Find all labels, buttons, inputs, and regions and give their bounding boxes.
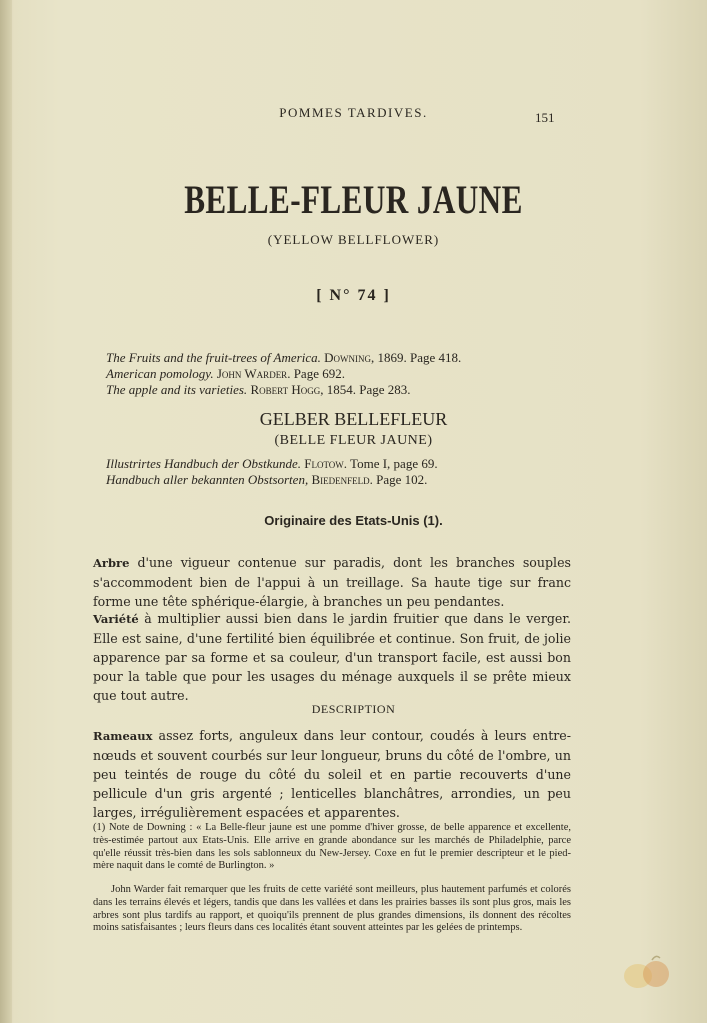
variety-number: [ N° 74 ]: [316, 287, 391, 304]
reference-author: John Warder: [216, 366, 288, 381]
reference-work: Handbuch aller bekannten Obstsorten,: [106, 472, 309, 487]
reference-line: [106, 456, 438, 472]
running-head: POMMES TARDIVES.: [279, 105, 428, 120]
reference-author: Robert Hogg: [250, 382, 321, 397]
reference-author: Downing: [324, 350, 371, 365]
reference-work: Illustrirtes Handbuch der Obstkunde.: [106, 456, 301, 471]
reference-detail: , 1854. Page 283.: [320, 382, 411, 397]
paragraph-text: assez forts, anguleux dans leur contour, coudés à leurs entre-nœuds et souvent courbés sur leur longueur, bruns du côté de l'ombre, un peu teintés de rouge du côté du soleil et en partie recouverts d'une pellicule d'un gris argenté ; lenticelles blanchâtres, arrondies, un peu larges, irrégulièrement espacées et apparentes.: [93, 728, 571, 820]
fruit-watermark-icon: [612, 952, 682, 992]
origin-heading: Originaire des Etats-Unis (1).: [264, 513, 443, 528]
page-binding-edge: [0, 0, 12, 1023]
reference-line: [106, 350, 461, 366]
reference-detail: . Tome I, page 69.: [343, 456, 438, 471]
reference-detail: . Page 102.: [369, 472, 428, 487]
paragraph-rameaux: [93, 726, 571, 822]
reference-author: Biedenfeld: [311, 472, 370, 487]
paragraph-text: à multiplier aussi bien dans le jardin fruitier que dans le verger. Elle est saine, d'une fertilité bien équilibrée et continue. Son fruit, de jolie apparence par sa forme et sa couleur, d'un transport facile, est aussi bon pour la table que pour les usages du ménage auxquels il se prête mieux que tout autre.: [93, 611, 571, 703]
paragraph-variete: [93, 609, 571, 705]
reference-detail: . Page 692.: [287, 366, 345, 381]
reference-line: [106, 366, 345, 382]
german-name: GELBER BELLEFLEUR: [259, 409, 448, 429]
paragraph-lead: Arbre: [93, 556, 130, 570]
paragraph-text: d'une vigueur contenue sur paradis, dont les branches souples s'accommodent bien de l'appui à un treillage. Sa haute tige sur franc forme une tête sphérique-élargie, à branches un peu pendantes.: [93, 555, 571, 609]
german-name-sub: (BELLE FLEUR JAUNE): [274, 433, 433, 448]
reference-work: American pomology.: [106, 366, 214, 381]
footnote-downing: (1) Note de Downing : « La Belle-fleur jaune est une pomme d'hiver grosse, de belle apparence et excellente, très-estimée partout aux Etats-Unis. Elle arrive en grande abondance sur les marchés de Philadelphie, parce qu'elle réussit très-bien dans les sols sablonneux du New-Jersey. Coxe en fut le premier descripteur et le pied-mère naquit dans le comté de Burlington. »: [93, 822, 571, 872]
reference-detail: , 1869. Page 418.: [370, 350, 462, 365]
reference-line: [106, 382, 411, 398]
reference-work: The apple and its varieties.: [106, 382, 248, 397]
paragraph-lead: Rameaux: [93, 729, 153, 743]
reference-line: [106, 472, 427, 488]
page-title: BELLE-FLEUR JAUNE: [184, 177, 523, 222]
reference-work: The Fruits and the fruit-trees of America.: [106, 350, 321, 365]
paragraph-lead: Variété: [93, 612, 139, 626]
paragraph-arbre: [93, 553, 571, 611]
description-heading: DESCRIPTION: [311, 702, 396, 716]
reference-author: Flotow: [304, 456, 344, 471]
page-number: 151: [535, 110, 555, 125]
page-subtitle: (YELLOW BELLFLOWER): [267, 232, 440, 247]
footnote-warder: John Warder fait remarquer que les fruits de cette variété sont meilleurs, plus hautement parfumés et colorés dans les terrains élevés et légers, tandis que dans les vallées et dans les prairies basses ils sont plus gros, mais les arbres sont plus tardifs au rapport, et quoiqu'ils prennent de plus grandes dimensions, ils donnent des récoltes moins satisfaisantes ; leurs fleurs dans ces localités étant souvent atteintes par les gelées de printemps.: [93, 884, 571, 934]
